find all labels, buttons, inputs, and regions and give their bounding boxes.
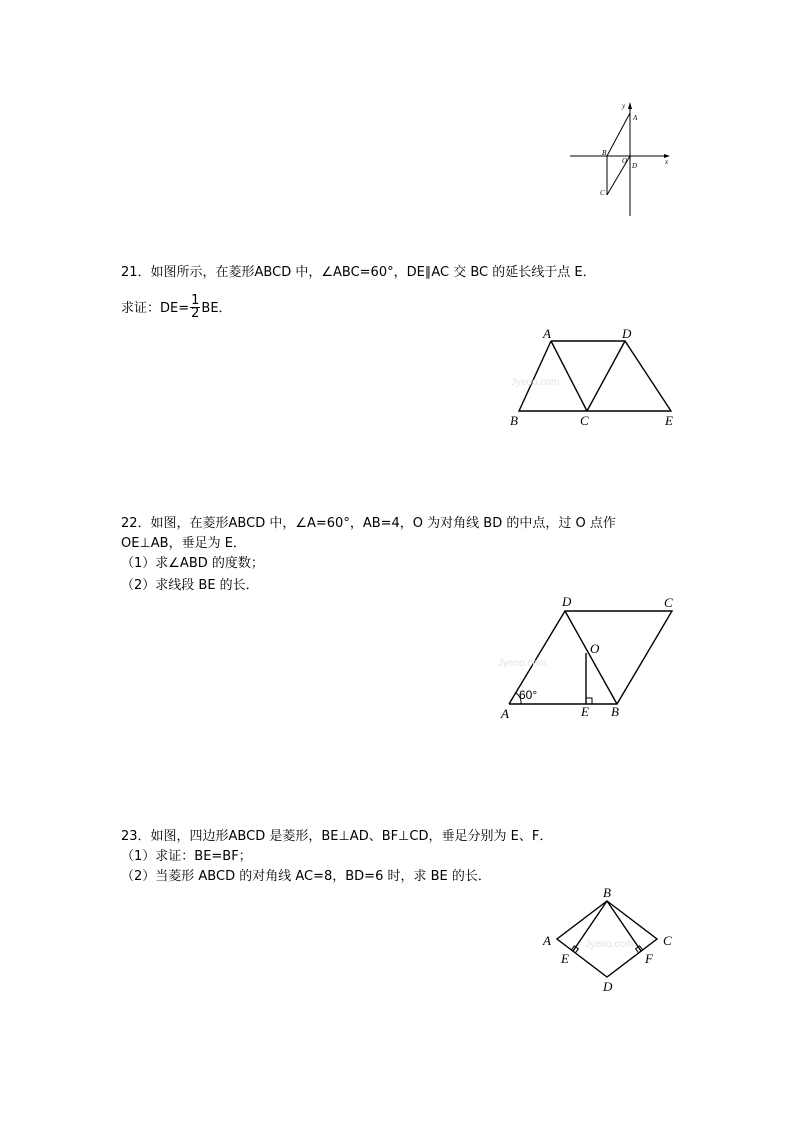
question-21-line-2 bbox=[121, 293, 232, 321]
label-c: C bbox=[663, 933, 672, 948]
label-a: A bbox=[633, 114, 638, 122]
watermark: Jyeoo.com bbox=[585, 939, 634, 950]
label-c: C bbox=[600, 189, 605, 197]
label-y: y bbox=[622, 102, 626, 110]
segment-dc bbox=[587, 341, 625, 411]
figure-22-rhombus bbox=[495, 593, 685, 723]
q21-prefix: 求证：DE= bbox=[121, 301, 190, 316]
label-b: B bbox=[603, 885, 611, 900]
label-e: E bbox=[665, 413, 673, 428]
label-angle-60: 60° bbox=[519, 688, 538, 702]
question-23-sub-1: （1）求证：BE=BF； bbox=[121, 849, 252, 864]
figure-21-rhombus bbox=[505, 325, 685, 430]
label-b: B bbox=[611, 704, 619, 719]
label-a: A bbox=[543, 326, 551, 341]
label-o: O bbox=[590, 641, 600, 656]
diagonal-db bbox=[565, 611, 617, 704]
label-o: O bbox=[622, 157, 628, 165]
fraction-one-half bbox=[190, 295, 200, 320]
question-22-line-1: 22．如图，在菱形ABCD 中，∠A=60°，AB=4，O 为对角线 BD 的中点，过 O 点作 bbox=[121, 516, 616, 531]
question-22-sub-2: （2）求线段 BE 的长． bbox=[121, 578, 259, 593]
question-22-line-2: OE⊥AB，垂足为 E． bbox=[121, 536, 246, 551]
question-22-sub-1: （1）求∠ABD 的度数； bbox=[121, 556, 264, 571]
figure-20-coordinate-plane bbox=[566, 98, 676, 220]
label-d: D bbox=[562, 594, 572, 609]
y-axis-arrow-icon bbox=[628, 102, 632, 109]
label-d: D bbox=[603, 979, 613, 994]
label-x: x bbox=[665, 158, 669, 166]
segment-ba bbox=[607, 113, 630, 156]
label-a: A bbox=[543, 933, 551, 948]
label-c: C bbox=[580, 413, 589, 428]
q21-suffix: BE． bbox=[201, 301, 232, 316]
label-b: B bbox=[510, 413, 518, 428]
figure-23-rhombus bbox=[535, 883, 685, 995]
label-a: A bbox=[501, 706, 509, 721]
diagonal-ac bbox=[551, 341, 587, 411]
label-f: F bbox=[645, 951, 653, 966]
label-d: D bbox=[622, 326, 632, 341]
fraction-numerator: 1 bbox=[191, 293, 200, 308]
label-d: D bbox=[632, 162, 638, 170]
label-c: C bbox=[664, 595, 673, 610]
label-b: B bbox=[602, 149, 607, 157]
question-23-line-1: 23．如图，四边形ABCD 是菱形，BE⊥AD、BF⊥CD，垂足分别为 E、F． bbox=[121, 829, 553, 844]
label-e: E bbox=[581, 704, 589, 719]
question-21-line-1: 21．如图所示，在菱形ABCD 中，∠ABC=60°，DE∥AC 交 BC 的延长线于点 E． bbox=[121, 265, 596, 280]
fraction-denominator: 2 bbox=[191, 306, 200, 321]
question-23-sub-2: （2）当菱形 ABCD 的对角线 AC=8，BD=6 时，求 BE 的长． bbox=[121, 869, 491, 884]
watermark: Jyeoo.com bbox=[498, 658, 547, 669]
outline-adeb bbox=[519, 341, 671, 411]
watermark: Jyeoo.com bbox=[511, 377, 560, 388]
label-e: E bbox=[561, 951, 569, 966]
